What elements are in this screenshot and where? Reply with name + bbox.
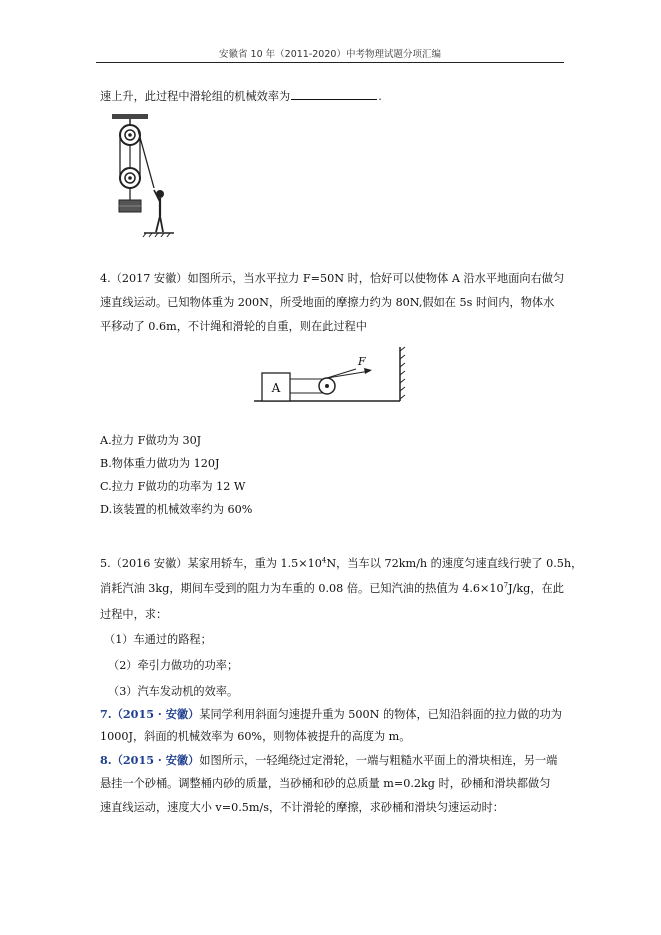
- q4-line-2: 速直线运动。已知物体重为 200N，所受地面的摩擦力约为 80N,假如在 5s 时间内，物体水: [100, 296, 555, 309]
- horizontal-pulley-figure: [252, 343, 412, 405]
- q5-line-2: [100, 581, 564, 597]
- q4-option-c: C.拉力 F做功的功率为 12 W: [100, 480, 246, 493]
- q7-line-2: 1000J，斜面的机械效率为 60%，则物体被提升的高度为 m。: [100, 730, 411, 743]
- q5-exponent-1: 4: [321, 556, 327, 565]
- q7-text-1: 某同学利用斜面匀速提升重为 500N 的物体，已知沿斜面的拉力做的功为: [199, 708, 562, 721]
- q4-option-d: D.该装置的机械效率约为 60%: [100, 503, 253, 516]
- q8-line-1: [100, 752, 557, 769]
- force-label: F: [358, 355, 366, 368]
- q7-number: 7.: [100, 707, 112, 721]
- q5-exponent-2: 7: [503, 581, 509, 590]
- q7-line-1: [100, 706, 562, 723]
- pulley-system-figure: [102, 112, 186, 240]
- answer-blank: [291, 88, 377, 100]
- q5-sub-3: （3）汽车发动机的效率。: [108, 685, 239, 698]
- q4-line-1: 4.（2017 安徽）如图所示，当水平拉力 F=50N 时，恰好可以使物体 A 沿水平地面向右做匀: [100, 272, 565, 285]
- q3-tail-text: 速上升，此过程中滑轮组的机械效率为: [100, 90, 291, 103]
- q5-line-1: [100, 556, 582, 572]
- q5-sub-2: （2）牵引力做功的功率；: [108, 659, 239, 672]
- q8-line-2: 悬挂一个砂桶。调整桶内砂的质量，当砂桶和砂的总质量 m=0.2kg 时，砂桶和滑块都做匀: [100, 777, 551, 790]
- q5-line-2-a: 消耗汽油 3kg，期间车受到的阻力为车重的 0.08 倍。已知汽油的热值为 4.6×10: [100, 582, 504, 595]
- q4-option-b: B.物体重力做功为 120J: [100, 457, 220, 470]
- q8-line-3: 速直线运动，速度大小 v=0.5m/s，不计滑轮的摩擦，求砂桶和滑块匀速运动时：: [100, 801, 504, 814]
- q5-sub-1: （1）车通过的路程；: [104, 633, 212, 646]
- q7-source: （2015 · 安徽）: [111, 707, 200, 721]
- q3-tail-end: .: [378, 90, 382, 103]
- q5-line-2-b: J/kg，在此: [508, 582, 564, 595]
- q8-number: 8.: [100, 753, 112, 767]
- q8-source: （2015 · 安徽）: [111, 753, 200, 767]
- q3-tail-line: [100, 88, 382, 105]
- page-header: 安徽省 10 年（2011-2020）中考物理试题分项汇编: [219, 49, 441, 60]
- q8-text-1: 如图所示，一轻绳绕过定滑轮，一端与粗糙水平面上的滑块相连，另一端: [199, 754, 558, 767]
- header-divider: [96, 62, 564, 63]
- q5-line-1-a: 5.（2016 安徽）某家用轿车，重为 1.5×10: [100, 557, 322, 570]
- q5-line-3: 过程中，求：: [100, 608, 168, 621]
- block-label: A: [271, 381, 281, 395]
- q5-line-1-b: N，当车以 72km/h 的速度匀速直线行驶了 0.5h，: [326, 557, 583, 570]
- q4-option-a: A.拉力 F做功为 30J: [100, 434, 202, 447]
- q4-line-3: 平移动了 0.6m，不计绳和滑轮的自重，则在此过程中: [100, 320, 367, 333]
